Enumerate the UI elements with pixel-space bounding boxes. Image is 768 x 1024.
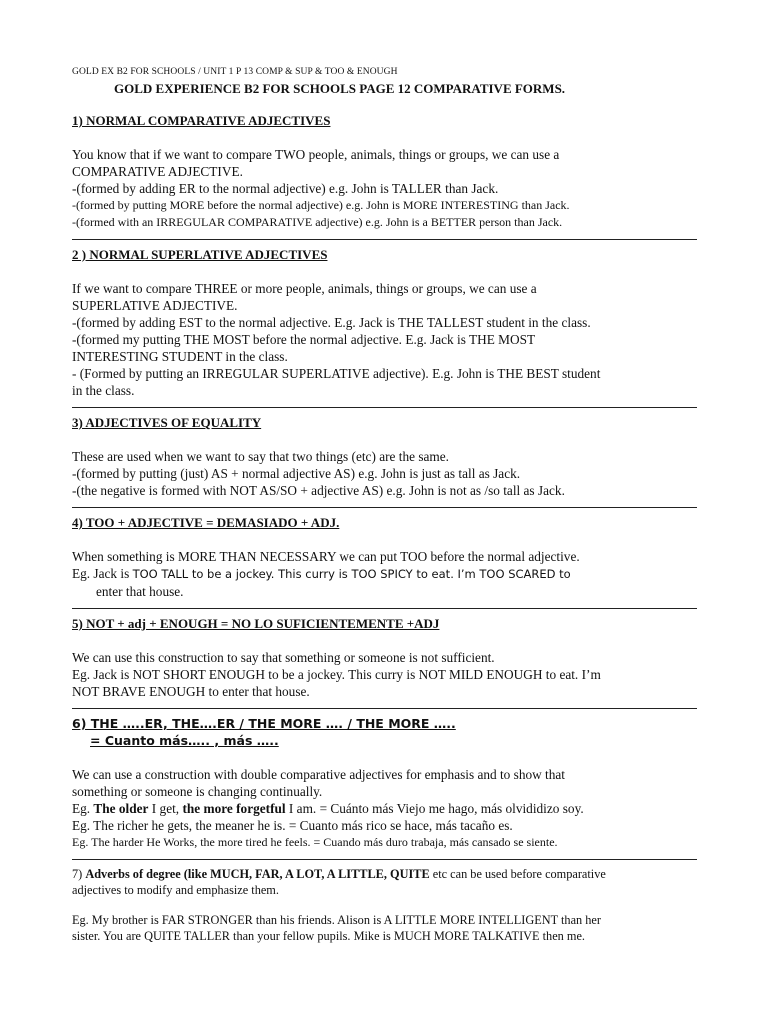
page-title: GOLD EXPERIENCE B2 FOR SCHOOLS PAGE 12 COMPARATIVE FORMS. bbox=[114, 81, 566, 96]
s5-line-2: Eg. Jack is NOT SHORT ENOUGH to be a jockey. This curry is NOT MILD ENOUGH to eat. I’m bbox=[72, 667, 601, 682]
s6-line-3-c: I get, bbox=[148, 801, 183, 816]
s5-line-1: We can use this construction to say that something or someone is not sufficient. bbox=[72, 650, 495, 665]
s7-line-1-bold: Adverbs of degree (like MUCH, FAR, A LOT, A LITTLE, QUITE bbox=[85, 867, 430, 881]
s2-line-2: SUPERLATIVE ADJECTIVE. bbox=[72, 298, 238, 313]
section-6-heading: 6) THE …..ER, THE….ER / THE MORE …. / THE MORE ….. bbox=[72, 716, 456, 731]
s6-line-5: Eg. The harder He Works, the more tired he feels. = Cuando más duro trabaja, más cansado se siente. bbox=[72, 835, 558, 849]
s2-line-1: If we want to compare THREE or more people, animals, things or groups, we can use a bbox=[72, 281, 537, 296]
section-5-heading: 5) NOT + adj + ENOUGH = NO LO SUFICIENTEMENTE +ADJ bbox=[72, 616, 440, 631]
document-page bbox=[72, 66, 697, 944]
divider bbox=[72, 507, 697, 508]
s7-line-1-c: etc can be used before comparative bbox=[429, 867, 606, 881]
divider bbox=[72, 407, 697, 408]
s4-line-2-start: Eg. Jack is bbox=[72, 566, 133, 581]
s4-line-1: When something is MORE THAN NECESSARY we can put TOO before the normal adjective. bbox=[72, 549, 580, 564]
s2-line-3: -(formed by adding EST to the normal adjective. E.g. Jack is THE TALLEST student in the class. bbox=[72, 315, 591, 330]
s1-line-1: You know that if we want to compare TWO people, animals, things or groups, we can use a bbox=[72, 147, 560, 162]
section-1-heading: 1) NORMAL COMPARATIVE ADJECTIVES bbox=[72, 113, 331, 128]
s2-line-7: in the class. bbox=[72, 383, 135, 398]
s1-line-3: -(formed by adding ER to the normal adjective) e.g. John is TALLER than Jack. bbox=[72, 181, 499, 196]
divider bbox=[72, 708, 697, 709]
s7-line-1 bbox=[72, 866, 697, 882]
section-3-heading: 3) ADJECTIVES OF EQUALITY bbox=[72, 415, 262, 430]
divider bbox=[72, 239, 697, 240]
s4-line-2-examples: TOO TALL to be a jockey. This curry is TOO SPICY to eat. I’m TOO SCARED to bbox=[132, 567, 571, 581]
divider bbox=[72, 859, 697, 860]
s7-line-1-a: 7) bbox=[72, 867, 86, 881]
s1-line-5: -(formed with an IRREGULAR COMPARATIVE adjective) e.g. John is a BETTER person than Jack. bbox=[72, 215, 563, 229]
s2-line-5: INTERESTING STUDENT in the class. bbox=[72, 349, 288, 364]
section-2-heading: 2 ) NORMAL SUPERLATIVE ADJECTIVES bbox=[72, 247, 328, 262]
s6-line-3-bold-1: The older bbox=[93, 801, 149, 816]
s6-line-1: We can use a construction with double comparative adjectives for emphasis and to show that bbox=[72, 767, 565, 782]
s4-line-3: enter that house. bbox=[96, 584, 184, 599]
divider bbox=[72, 608, 697, 609]
s7-line-4: sister. You are QUITE TALLER than your fellow pupils. Mike is MUCH MORE TALKATIVE then me. bbox=[72, 929, 585, 943]
s6-line-3-a: Eg. bbox=[72, 801, 94, 816]
header-small: GOLD EX B2 FOR SCHOOLS / UNIT 1 P 13 COMP & SUP & TOO & ENOUGH bbox=[72, 67, 398, 77]
s1-line-4: -(formed by putting MORE before the normal adjective) e.g. John is MORE INTERESTING than Jack. bbox=[72, 198, 570, 212]
s2-line-6: - (Formed by putting an IRREGULAR SUPERLATIVE adjective). E.g. John is THE BEST student bbox=[72, 366, 601, 381]
s3-line-3: -(the negative is formed with NOT AS/SO + adjective AS) e.g. John is not as /so tall as Jack. bbox=[72, 483, 565, 498]
s2-line-4: -(formed my putting THE MOST before the normal adjective. E.g. Jack is THE MOST bbox=[72, 332, 536, 347]
s5-line-3: NOT BRAVE ENOUGH to enter that house. bbox=[72, 684, 310, 699]
s1-line-2: COMPARATIVE ADJECTIVE. bbox=[72, 164, 243, 179]
s4-line-2 bbox=[72, 565, 697, 583]
s6-line-3-bold-2: the more forgetful bbox=[182, 801, 286, 816]
section-4-heading: 4) TOO + ADJECTIVE = DEMASIADO + ADJ. bbox=[72, 515, 340, 530]
s7-line-3: Eg. My brother is FAR STRONGER than his friends. Alison is A LITTLE MORE INTELLIGENT than her bbox=[72, 913, 601, 927]
s6-line-4: Eg. The richer he gets, the meaner he is. = Cuanto más rico se hace, más tacaño es. bbox=[72, 818, 513, 833]
s7-line-2: adjectives to modify and emphasize them. bbox=[72, 883, 279, 897]
s6-line-2: something or someone is changing continually. bbox=[72, 784, 323, 799]
s6-line-3 bbox=[72, 800, 697, 817]
section-6-subheading: = Cuanto más….. , más ….. bbox=[90, 733, 279, 748]
s3-line-2: -(formed by putting (just) AS + normal adjective AS) e.g. John is just as tall as Jack. bbox=[72, 466, 521, 481]
s6-line-3-e: I am. = Cuánto más Viejo me hago, más olvididizo soy. bbox=[285, 801, 584, 816]
s3-line-1: These are used when we want to say that two things (etc) are the same. bbox=[72, 449, 449, 464]
